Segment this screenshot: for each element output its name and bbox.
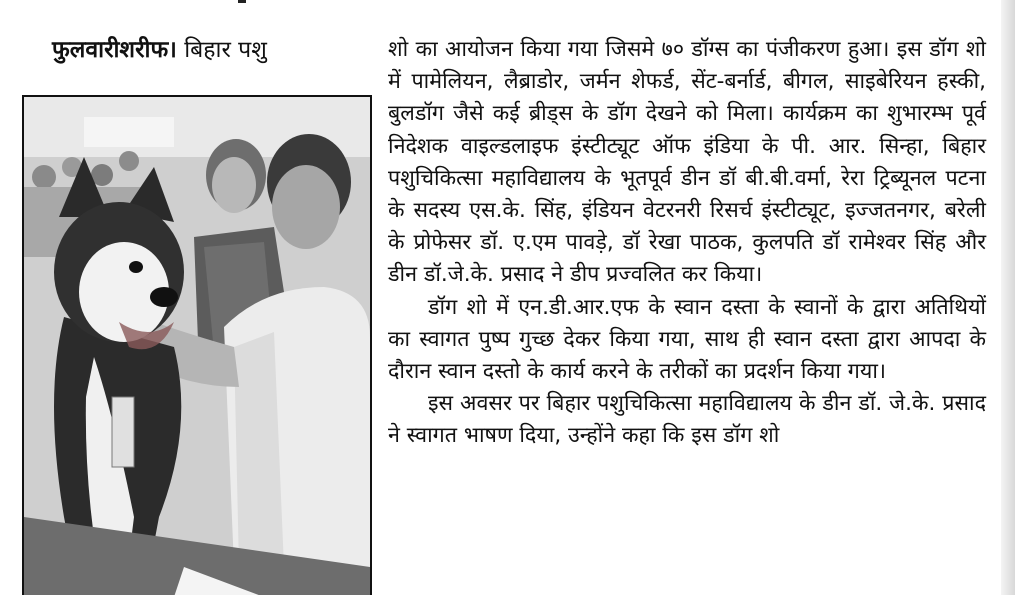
dateline [52, 34, 382, 66]
dateline-lead-text: बिहार पशु [184, 37, 267, 63]
article-paragraph-1: शो का आयोजन किया गया जिसमे ७० डॉग्स का पंजीकरण हुआ। इस डॉग शो में पामेलियन, लैब्राडोर, जर्मन शेफर्ड, सेंट-बर्नार्ड, बीगल, साइबेरियन हस्की, बुलडॉग जैसे कई ब्रीड्स के डॉग देखने को मिला। कार्यक्रम का शुभारम्भ पूर्व निदेशक वाइल्डलाइफ इंस्टीट्यूट ऑफ इंडिया के पी. आर. सिन्हा, बिहार पशुचिकित्सा महाविद्यालय के भूतपूर्व डीन डॉ बी.बी.वर्मा, रेरा ट्रिब्यूनल पटना के सदस्य एस.के. सिंह, इंडियन वेटरनरी रिसर्च इंस्टीट्यूट, इज्जतनगर, बरेली के प्रोफेसर डॉ. ए.एम पावड़े, डॉ रेखा पाठक, कुलपति डॉ रामेश्वर सिंह और डीन डॉ.जे.के. प्रसाद ने डीप प्रज्वलित कर किया। [388, 37, 986, 288]
article-paragraph-2: डॉग शो में एन.डी.आर.एफ के स्वान दस्ता के स्वानों के द्वारा अतिथियों का स्वागत पुष्प गुच्छ देकर किया गया, साथ ही स्वान दस्ता द्वारा आपदा के दौरान स्वान दस्तो के कार्य करने के तरीकों का प्रदर्शन किया गया। [388, 294, 986, 385]
page-edge [1001, 0, 1015, 595]
dog-show-photo [22, 95, 372, 595]
article-body [388, 34, 986, 453]
dateline-place: फुलवारीशरीफ। [52, 37, 177, 63]
cut-mark [238, 0, 246, 3]
dog-show-photo-icon [24, 97, 370, 595]
article-paragraph-3: इस अवसर पर बिहार पशुचिकित्सा महाविद्यालय के डीन डॉ. जे.के. प्रसाद ने स्वागत भाषण दिया, उन्होंने कहा कि इस डॉग शो [388, 391, 986, 449]
